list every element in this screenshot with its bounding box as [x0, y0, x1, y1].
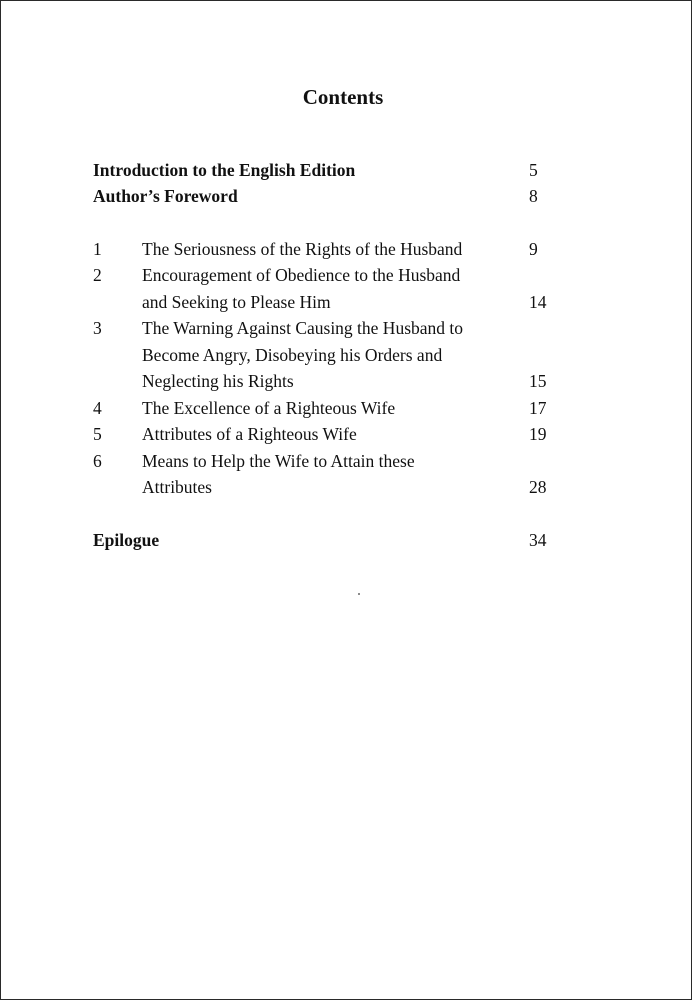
chapter-6-title-line-2: Attributes [142, 477, 212, 497]
chapter-1-page: 9 [529, 239, 538, 259]
toc-entry-introduction: Introduction to the English Edition [93, 160, 356, 180]
toc-entry-epilogue: Epilogue [93, 530, 160, 550]
chapter-4-page: 17 [529, 398, 547, 418]
chapter-3-title-line-3: Neglecting his Rights [142, 371, 294, 391]
toc-page-introduction: 5 [529, 160, 538, 180]
chapter-2-number: 2 [93, 265, 102, 285]
toc-page-epilogue: 34 [529, 530, 547, 550]
chapter-5-page: 19 [529, 424, 547, 444]
chapter-1-title: The Seriousness of the Rights of the Husband [142, 239, 463, 259]
toc-entry-foreword: Author’s Foreword [93, 186, 238, 206]
toc-page-foreword: 8 [529, 186, 538, 206]
chapter-3-number: 3 [93, 318, 102, 338]
chapter-5-number: 5 [93, 424, 102, 444]
chapter-1-number: 1 [93, 239, 102, 259]
chapter-6-number: 6 [93, 451, 102, 471]
chapter-5-title: Attributes of a Righteous Wife [142, 424, 357, 444]
chapter-2-title-line-1: Encouragement of Obedience to the Husband [142, 265, 461, 285]
contents-heading: Contents [302, 85, 384, 109]
scan-speck [358, 593, 360, 595]
chapter-3-title-line-1: The Warning Against Causing the Husband to [142, 318, 464, 338]
chapter-2-page: 14 [529, 292, 547, 312]
chapter-6-title-line-1: Means to Help the Wife to Attain these [142, 451, 415, 471]
chapter-4-title: The Excellence of a Righteous Wife [142, 398, 396, 418]
chapter-4-number: 4 [93, 398, 102, 418]
chapter-2-title-line-2: and Seeking to Please Him [142, 292, 331, 312]
chapter-3-page: 15 [529, 371, 547, 391]
chapter-3-title-line-2: Become Angry, Disobeying his Orders and [142, 345, 443, 365]
chapter-6-page: 28 [529, 477, 547, 497]
